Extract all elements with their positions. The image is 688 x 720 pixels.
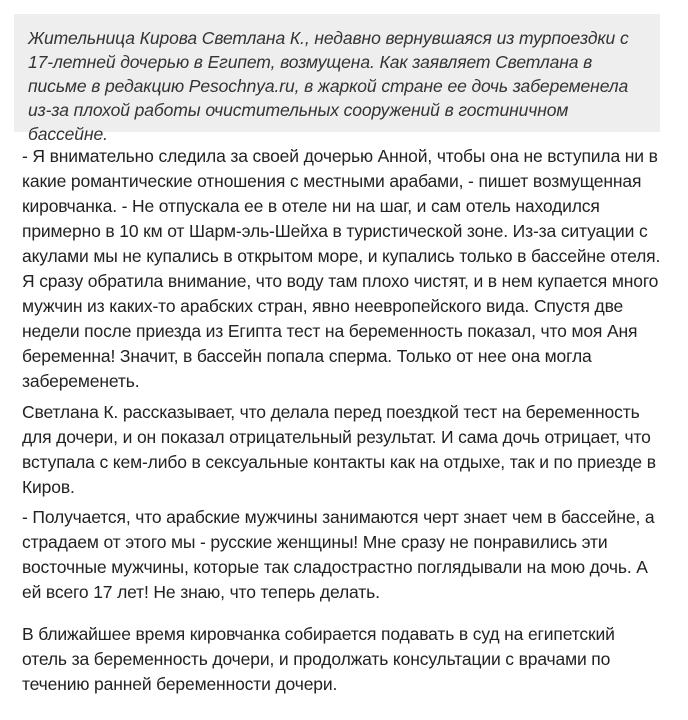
- paragraph-4: В ближайшее время кировчанка собирается подавать в суд на египетский отель за беременность дочери, и продолжать консультации с врачами по течению ранней беременности дочери.: [22, 624, 615, 694]
- paragraph-3: - Получается, что арабские мужчины занимаются черт знает чем в бассейне, а страдаем от этого мы - русские женщины! Мне сразу не понравились эти восточные мужчины, которые так сладострастно поглядывали на мою дочь. А ей всего 17 лет! Не знаю, что теперь делать.: [22, 507, 655, 602]
- paragraph-1: - Я внимательно следила за своей дочерью Анной, чтобы она не вступила ни в какие романтические отношения с местными арабами, - пишет возмущенная кировчанка. - Не отпускала ее в отеле ни на шаг, и сам отель находился примерно в 10 км от Шарм-эль-Шейха в туристической зоне. Из-за ситуации с акулами мы не купались в открытом море, и купались только в бассейне отеля. Я сразу обратила внимание, что воду там плохо чистят, и в нем купается много мужчин из каких-то арабских стран, явно неевропейского вида. Спустя две недели после приезда из Египта тест на беременность показал, что моя Аня беременна! Значит, в бассейн попала сперма. Только от нее она могла забеременеть.: [22, 146, 661, 391]
- lead-quote: Жительница Кирова Светлана К., недавно вернувшаяся из турпоездки с 17-летней дочерью в Египет, возмущена. Как заявляет Светлана в письме в редакцию Pesochnya.ru, в жаркой стране ее дочь забеременела из-за плохой работы очистительных сооружений в гостиничном бассейне.: [14, 14, 660, 132]
- paragraph-2: Светлана К. рассказывает, что делала перед поездкой тест на беременность для дочери, и он показал отрицательный результат. И сама дочь отрицает, что вступала с кем-либо в сексуальные контакты как на отдыхе, так и по приезде в Киров.: [22, 402, 656, 497]
